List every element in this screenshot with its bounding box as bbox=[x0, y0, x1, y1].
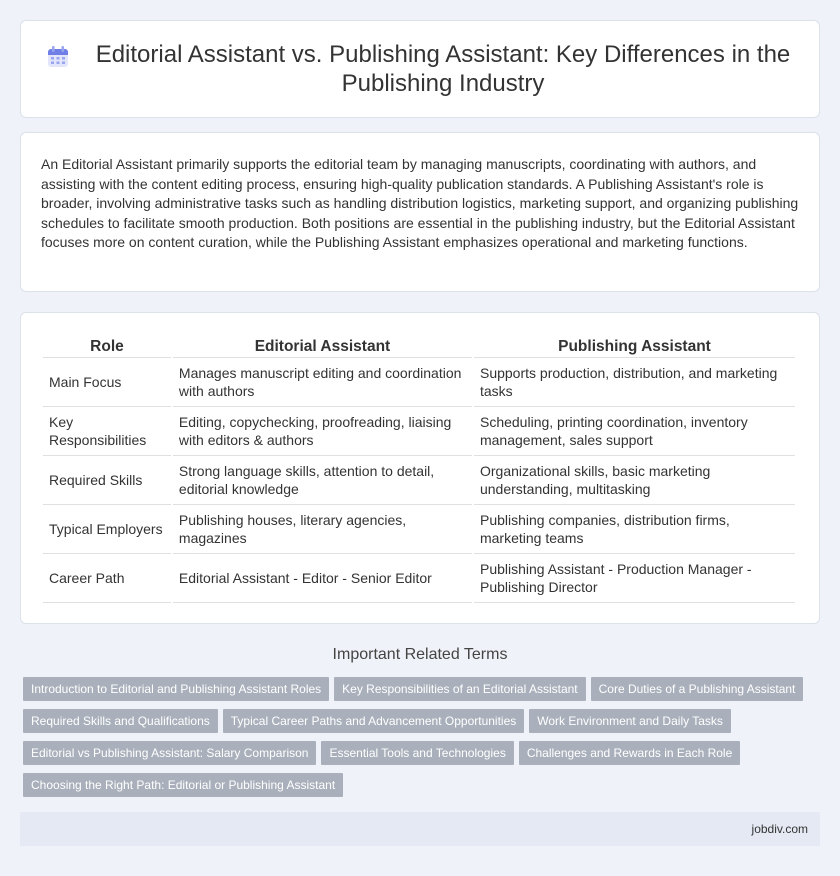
comparison-table bbox=[41, 335, 797, 603]
header-card bbox=[20, 20, 820, 118]
related-term-tag[interactable]: Introduction to Editorial and Publishing Assistant Roles bbox=[23, 677, 329, 701]
footer bbox=[20, 812, 820, 846]
related-term-tag[interactable]: Core Duties of a Publishing Assistant bbox=[591, 677, 804, 701]
header-publishing-assistant: Publishing Assistant bbox=[474, 335, 795, 358]
related-term-tag[interactable]: Key Responsibilities of an Editorial Assistant bbox=[334, 677, 585, 701]
row-label: Key Responsibilities bbox=[43, 407, 171, 456]
calendar-icon bbox=[45, 44, 71, 70]
editorial-cell: Publishing houses, literary agencies, magazines bbox=[173, 505, 472, 554]
related-term-tag[interactable]: Typical Career Paths and Advancement Opportunities bbox=[223, 709, 525, 733]
related-term-tag[interactable]: Required Skills and Qualifications bbox=[23, 709, 218, 733]
comparison-card bbox=[20, 312, 820, 624]
editorial-cell: Manages manuscript editing and coordination with authors bbox=[173, 358, 472, 407]
editorial-cell: Strong language skills, attention to detail, editorial knowledge bbox=[173, 456, 472, 505]
related-terms-title: Important Related Terms bbox=[332, 646, 508, 663]
publishing-cell: Organizational skills, basic marketing understanding, multitasking bbox=[474, 456, 795, 505]
table-row bbox=[43, 456, 795, 505]
publishing-cell: Scheduling, printing coordination, inventory management, sales support bbox=[474, 407, 795, 456]
related-term-tag[interactable]: Challenges and Rewards in Each Role bbox=[519, 741, 740, 765]
table-row bbox=[43, 407, 795, 456]
publishing-cell: Publishing Assistant - Production Manager - Publishing Director bbox=[474, 554, 795, 603]
table-row bbox=[43, 358, 795, 407]
related-terms-tags bbox=[23, 677, 823, 805]
intro-paragraph: An Editorial Assistant primarily supports the editorial team by managing manuscripts, coordinating with authors, and assisting with the content editing process, ensuring high-quality publication standards. A Publishing Assistant's role is broader, involving administrative tasks such as handling distribution logistics, marketing support, and organizing publishing schedules to facilitate smooth production. Both positions are essential in the publishing industry, but the Editorial Assistant focuses more on content curation, while the Publishing Assistant emphasizes operational and marketing functions. bbox=[41, 156, 799, 251]
related-term-tag[interactable]: Choosing the Right Path: Editorial or Publishing Assistant bbox=[23, 773, 343, 797]
row-label: Required Skills bbox=[43, 456, 171, 505]
row-label: Career Path bbox=[43, 554, 171, 603]
intro-card bbox=[20, 132, 820, 292]
table-row bbox=[43, 505, 795, 554]
table-row bbox=[43, 554, 795, 603]
related-term-tag[interactable]: Editorial vs Publishing Assistant: Salary Comparison bbox=[23, 741, 316, 765]
publishing-cell: Supports production, distribution, and marketing tasks bbox=[474, 358, 795, 407]
header-role: Role bbox=[43, 335, 171, 358]
publishing-cell: Publishing companies, distribution firms, marketing teams bbox=[474, 505, 795, 554]
related-term-tag[interactable]: Essential Tools and Technologies bbox=[321, 741, 513, 765]
footer-site-link[interactable]: jobdiv.com bbox=[751, 822, 808, 836]
row-label: Typical Employers bbox=[43, 505, 171, 554]
header-editorial-assistant: Editorial Assistant bbox=[173, 335, 472, 358]
editorial-cell: Editorial Assistant - Editor - Senior Editor bbox=[173, 554, 472, 603]
page-title: Editorial Assistant vs. Publishing Assistant: Key Differences in the Publishing Industry bbox=[95, 41, 791, 97]
editorial-cell: Editing, copychecking, proofreading, liaising with editors & authors bbox=[173, 407, 472, 456]
table-header-row bbox=[43, 335, 795, 358]
row-label: Main Focus bbox=[43, 358, 171, 407]
related-term-tag[interactable]: Work Environment and Daily Tasks bbox=[529, 709, 731, 733]
